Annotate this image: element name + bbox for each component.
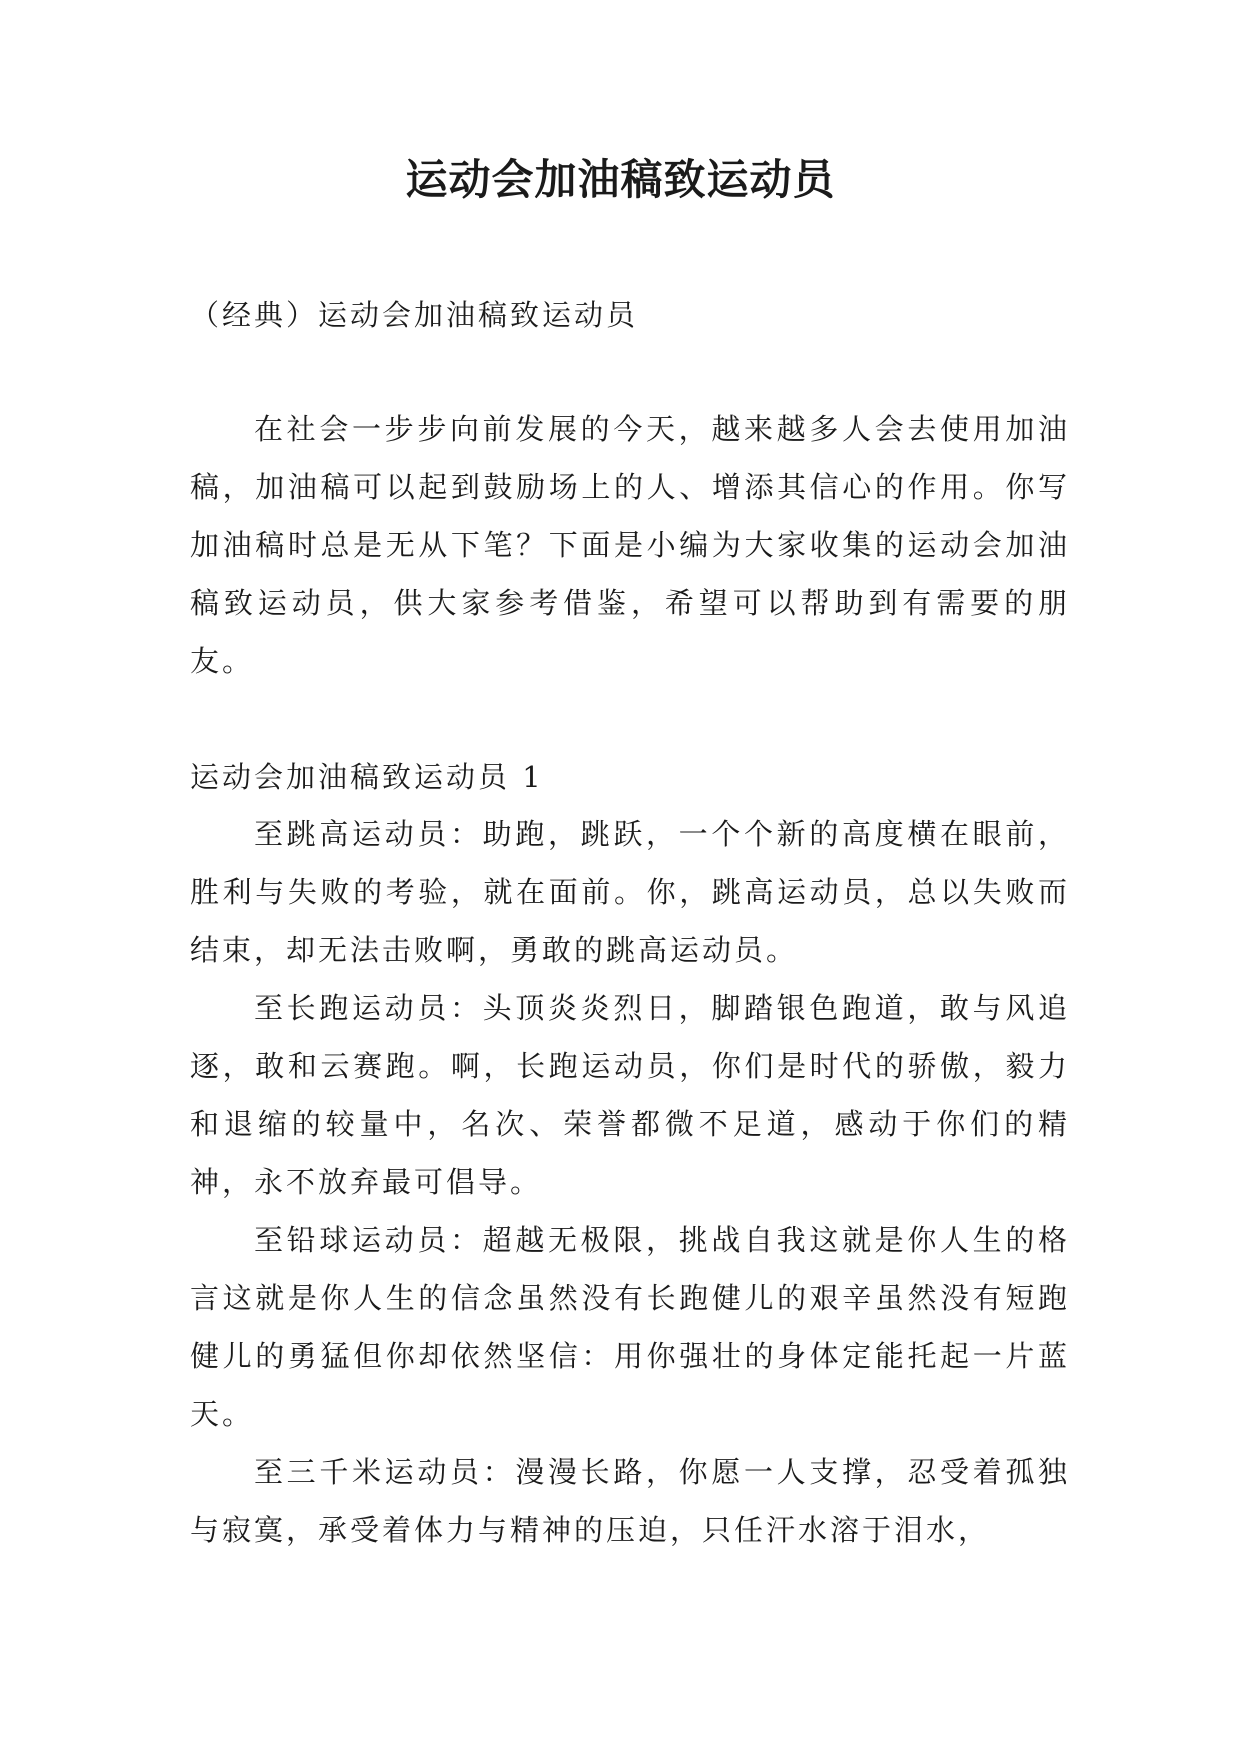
paragraph-long-distance: 至长跑运动员：头顶炎炎烈日，脚踏银色跑道，敢与风追逐，敢和云赛跑。啊，长跑运动员，你们是时代的骄傲，毅力和退缩的较量中，名次、荣誉都微不足道，感动于你们的精神，永不放弃最可倡导。 [190,991,1070,1199]
paragraph-3000m: 至三千米运动员：漫漫长路，你愿一人支撑，忍受着孤独与寂寞，承受着体力与精神的压迫，只任汗水溶于泪水， [190,1455,1070,1547]
intro-paragraph: 在社会一步步向前发展的今天，越来越多人会去使用加油稿，加油稿可以起到鼓励场上的人、增添其信心的作用。你写加油稿时总是无从下笔？下面是小编为大家收集的运动会加油稿致运动员，供大家参考借鉴，希望可以帮助到有需要的朋友。 [190,412,1070,678]
section-heading: 运动会加油稿致运动员 1 [190,760,544,794]
paragraph-high-jump: 至跳高运动员：助跑，跳跃，一个个新的高度横在眼前，胜利与失败的考验，就在面前。你，跳高运动员，总以失败而结束，却无法击败啊，勇敢的跳高运动员。 [190,817,1070,967]
document-subtitle: （经典）运动会加油稿致运动员 [190,298,639,332]
document-title: 运动会加油稿致运动员 [405,155,836,204]
paragraph-shot-put: 至铅球运动员：超越无极限，挑战自我这就是你人生的格言这就是你人生的信念虽然没有长跑健儿的艰辛虽然没有短跑健儿的勇猛但你却依然坚信：用你强壮的身体定能托起一片蓝天。 [190,1223,1070,1431]
